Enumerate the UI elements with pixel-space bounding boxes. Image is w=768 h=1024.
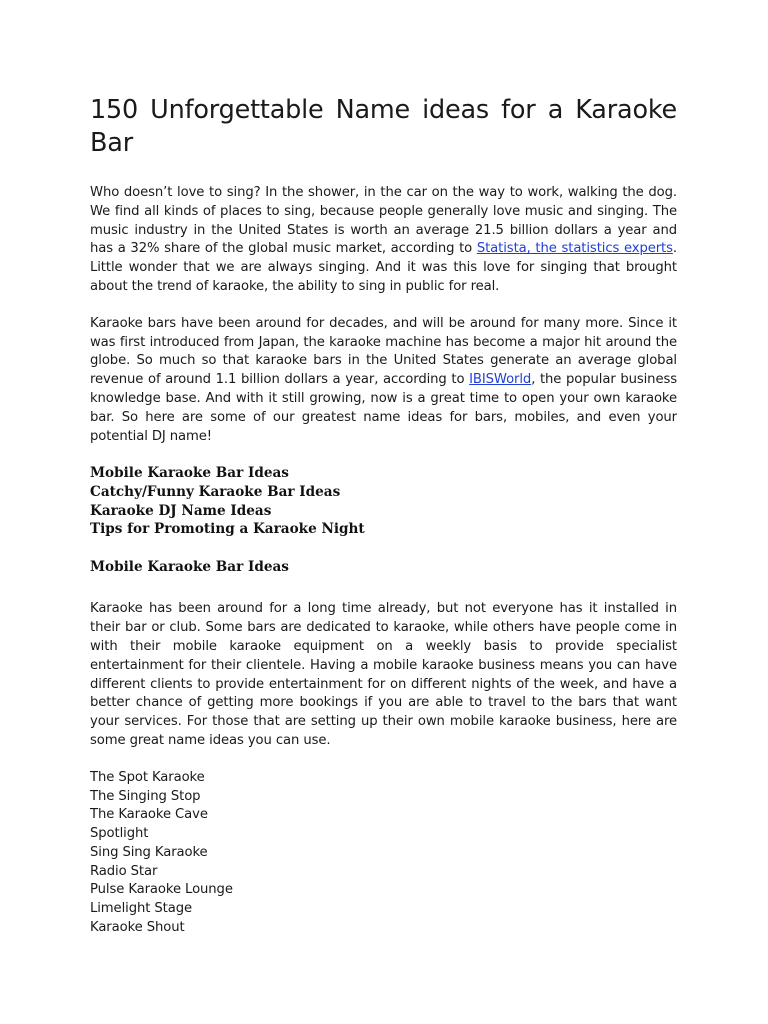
intro-text-after-link: . Little wonder that we are always singing. And it was this love for singing that brought about the trend of karaoke, the ability to sing in public for real. bbox=[90, 241, 677, 294]
toc-item: Karaoke DJ Name Ideas bbox=[90, 502, 272, 519]
second-text-after-link: , the popular business knowledge base. And with it still growing, now is a great time to open your own karaoke bar. So here are some of our greatest name ideas for bars, mobiles, and even your potential DJ name! bbox=[90, 372, 677, 444]
list-item: Spotlight bbox=[90, 826, 149, 842]
toc-item: Tips for Promoting a Karaoke Night bbox=[90, 521, 365, 538]
statista-link[interactable]: Statista, the statistics experts bbox=[476, 241, 673, 257]
section-heading: Mobile Karaoke Bar Ideas bbox=[90, 558, 289, 575]
ibisworld-link[interactable]: IBISWorld bbox=[469, 372, 532, 388]
toc-item: Catchy/Funny Karaoke Bar Ideas bbox=[90, 483, 341, 500]
table-of-contents bbox=[90, 464, 677, 538]
document-page bbox=[90, 0, 677, 938]
page-title: 150 Unforgettable Name ideas for a Karaoke Bar bbox=[90, 95, 677, 158]
name-ideas-list bbox=[90, 769, 677, 938]
list-item: Sing Sing Karaoke bbox=[90, 844, 208, 860]
list-item: The Karaoke Cave bbox=[90, 807, 208, 823]
list-item: Karaoke Shout bbox=[90, 920, 185, 936]
intro-text-before-link: Who doesn’t love to sing? In the shower, in the car on the way to work, walking the dog. We find all kinds of places to sing, because people generally love music and singing. The music industry in the United States is worth an average 21.5 billion dollars a year and has a 32% share of the global music market, according to bbox=[90, 185, 677, 257]
list-item: Radio Star bbox=[90, 863, 158, 879]
toc-item: Mobile Karaoke Bar Ideas bbox=[90, 465, 289, 482]
list-item: The Spot Karaoke bbox=[90, 769, 205, 785]
list-item: The Singing Stop bbox=[90, 788, 201, 804]
section-body: Karaoke has been around for a long time already, but not everyone has it installed in their bar or club. Some bars are dedicated to karaoke, while others have people come in with their mobile karaoke equipment on a weekly basis to provide specialist entertainment for their clientele. Having a mobile karaoke business means you can have different clients to provide entertainment for on different nights of the week, and have a better chance of getting more bookings if you are able to travel to the bars that want your services. For those that are setting up their own mobile karaoke business, here are some great name ideas you can use. bbox=[90, 601, 677, 748]
list-item: Pulse Karaoke Lounge bbox=[90, 882, 233, 898]
list-item: Limelight Stage bbox=[90, 901, 192, 917]
intro-paragraph bbox=[90, 184, 677, 297]
second-paragraph bbox=[90, 315, 677, 447]
second-text-before-link: Karaoke bars have been around for decades, and will be around for many more. Since it was first introduced from Japan, the karaoke machine has become a major hit around the globe. So much so that karaoke bars in the United States generate an average global revenue of around 1.1 billion dollars a year, according to bbox=[90, 315, 677, 388]
